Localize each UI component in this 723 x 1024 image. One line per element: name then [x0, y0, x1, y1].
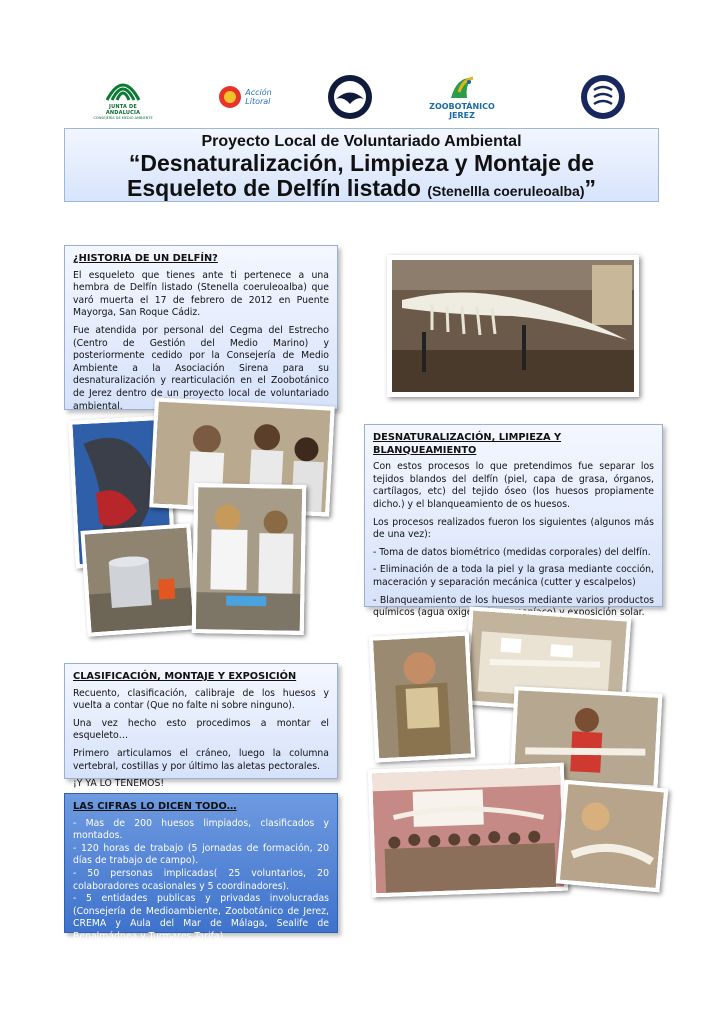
desnaturalizacion-panel — [364, 424, 663, 619]
historia-panel — [64, 245, 338, 410]
litoral-logo-text: Litoral — [245, 97, 271, 106]
accion-circle-icon — [218, 85, 242, 109]
volunteers-cleaning-bones-photo — [192, 483, 307, 635]
accion-logo-text: Acción — [245, 88, 272, 97]
skeleton-photo — [387, 255, 639, 397]
junta-arches-icon — [103, 74, 143, 102]
cifras-heading: LAS CIFRAS LO DICEN TODO… — [73, 801, 237, 812]
desnat-item-1: - Toma de datos biométrico (medidas corporales) del delfín. — [373, 546, 651, 558]
zoo-bird-icon — [447, 74, 477, 102]
cifras-item-1: - Mas de 200 huesos limpiados, clasificados y montados. — [73, 817, 329, 842]
title-box — [64, 128, 659, 202]
project-title-line2: Esqueleto de Delfín listado (Stenellla coeruleoalba)” — [127, 175, 596, 201]
clasif-paragraph-3: Primero articulamos el cráneo, luego la columna vertebral, costillas y por último las aletas pectorales. — [73, 747, 329, 772]
clasificacion-panel — [64, 663, 338, 790]
clasif-paragraph-4: ¡Y YA LO TENEMOS! — [73, 778, 165, 790]
close-up-vertebrae-photo — [556, 780, 669, 893]
asociacion-sirena-logo — [326, 70, 374, 124]
cifras-panel — [64, 793, 338, 942]
desnaturalizacion-heading: DESNATURALIZACIÓN, LIMPIEZA Y BLANQUEAMIENTO — [373, 432, 562, 456]
sirena-seal-icon — [327, 74, 373, 120]
cifras-item-2: - 120 horas de trabajo (5 jornadas de formación, 20 días de trabajo de campo). — [73, 842, 329, 867]
desnat-item-3: - Blanqueamiento de los huesos mediante varios productos químicos (agua oxigenada y amoníaco) y exposición solar. — [373, 594, 654, 619]
cifras-item-4: - 5 entidades publicas y privadas involucradas (Consejería de Medioambiente, Zoobotánico de Jerez, CREMA y Aula del Mar de Málaga, Sealife de Benalmádnea y Turmares Tarifa). — [73, 893, 329, 942]
man-assembling-photo — [369, 631, 475, 762]
species-name: (Stenellla coeruleoalba) — [427, 183, 585, 199]
desnat-paragraph-1: Con estos procesos lo que pretendimos fue separar los tejidos blandos del delfín (piel, capa de grasa, órganos, cartílagos, etc) del tejido óseo (los huesos propiamente dicho.) y el blanqueamiento de os huesos. — [373, 461, 654, 510]
cifras-item-3: - 50 personas implicadas( 25 voluntarios, 20 colaboradores ocasionales y 5 coordinadores). — [73, 867, 329, 892]
group-with-skeleton-photo — [368, 763, 568, 898]
accion-litoral-logo — [213, 70, 277, 124]
desnat-paragraph-2: Los procesos realizados fueron los siguientes (algunos más de una vez): — [373, 516, 654, 541]
zoobotanico-jerez-logo — [428, 70, 496, 124]
zoo-logo-subtext: JEREZ — [449, 111, 475, 120]
project-subtitle: Proyecto Local de Voluntariado Ambiental — [201, 133, 522, 150]
historia-paragraph-1: El esqueleto que tienes ante ti pertenece a una hembra de Delfín listado (Stenella coeruleoalba) que varó muerta el 17 de febrero de 2012 en Puente Mayorga, San Roque Cádiz. — [73, 269, 329, 319]
historia-heading: ¿HISTORIA DE UN DELFÍN? — [73, 253, 218, 264]
junta-logo-subtext: CONSEJERÍA DE MEDIO AMBIENTE — [93, 116, 153, 120]
clasif-paragraph-2: Una vez hecho esto procedimos a montar el esqueleto… — [73, 717, 329, 742]
junta-logo-text: JUNTA DE ANDALUCIA — [105, 104, 141, 116]
turmares-logo — [579, 70, 627, 124]
cooking-pot-photo — [80, 523, 197, 636]
zoo-logo-text: ZOOBOTÁNICO — [429, 102, 495, 111]
turmares-seal-icon — [580, 74, 626, 120]
junta-andalucia-logo — [92, 70, 154, 124]
clasif-paragraph-1: Recuento, clasificación, calibraje de los huesos y vuelta a contar (Que no falte ni sobre ninguno). — [73, 687, 329, 712]
clasificacion-heading: CLASIFICACIÓN, MONTAJE Y EXPOSICIÓN — [73, 671, 297, 682]
historia-paragraph-2: Fue atendida por personal del Cegma del Estrecho (Centro de Gestión del Medio Marino) y posteriormente cedido por la Consejería de Medio Ambiente a la Asociación Sirena para su desnaturalización y rearticulación en el Zoobotánico de Jerez dentro de un proyecto local de voluntariado ambiental. — [73, 324, 329, 412]
desnat-item-2: - Eliminación de a toda la piel y la grasa mediante cocción, maceración y separación mecánica (cutter y escalpelos) — [373, 564, 654, 588]
project-title-line1: “Desnaturalización, Limpieza y Montaje de — [128, 150, 595, 176]
